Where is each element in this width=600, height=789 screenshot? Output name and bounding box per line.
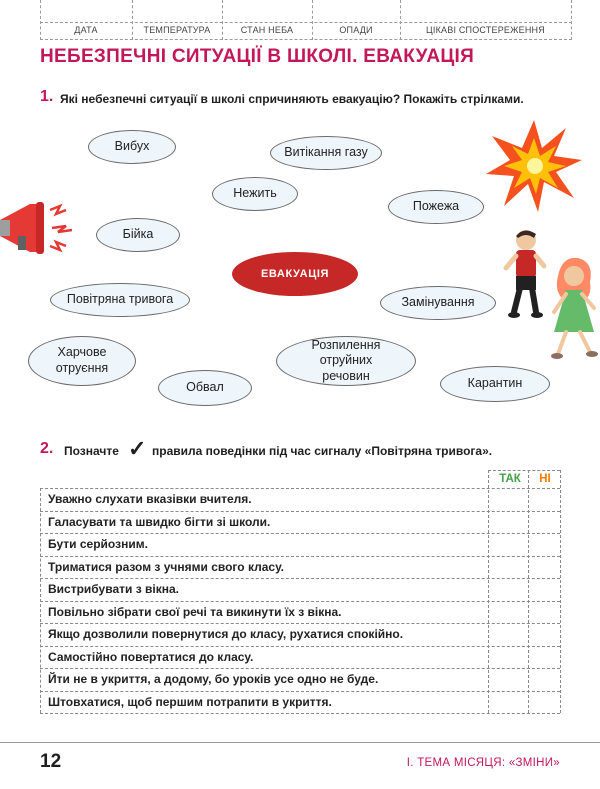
header-precipitation: ОПАДИ	[339, 25, 373, 35]
column-no: НІ	[539, 473, 551, 485]
rule-text: Якщо дозволили повернутися до класу, рухатися спокійно.	[48, 627, 404, 641]
table-row	[40, 601, 560, 624]
observation-table-strip	[40, 0, 572, 40]
table-row	[40, 623, 560, 646]
task1-question: Які небезпечні ситуації в школі спричиняють евакуацію? Покажіть стрілками.	[60, 92, 524, 106]
task2-text-before: Позначте	[64, 444, 119, 458]
no-cell[interactable]	[528, 623, 560, 646]
yes-cell[interactable]	[488, 578, 528, 601]
yes-cell[interactable]	[488, 691, 528, 714]
yes-cell[interactable]	[488, 488, 528, 511]
running-girl-illustration	[548, 256, 600, 360]
bubble-vytikannia-gazu[interactable]: Витікання газу	[270, 136, 382, 170]
footer-section: І. ТЕМА МІСЯЦЯ: «ЗМІНИ»	[406, 757, 560, 769]
no-cell[interactable]	[528, 511, 560, 534]
bubble-obval[interactable]: Обвал	[158, 370, 252, 406]
no-cell[interactable]	[528, 668, 560, 691]
yes-cell[interactable]	[488, 556, 528, 579]
rule-text: Уважно слухати вказівки вчителя.	[48, 492, 252, 506]
yes-cell[interactable]	[488, 533, 528, 556]
no-cell[interactable]	[528, 646, 560, 669]
rule-text: Галасувати та швидко бігти зі школи.	[48, 514, 271, 529]
table-row-line	[40, 713, 560, 714]
header-observations: ЦІКАВІ СПОСТЕРЕЖЕННЯ	[426, 25, 545, 35]
table-column-line	[560, 470, 561, 713]
task2-text-after: правила поведінки під час сигналу «Повітряна тривога».	[152, 444, 493, 458]
bubble-karantyn[interactable]: Карантин	[440, 366, 550, 402]
header-sky: СТАН НЕБА	[240, 25, 294, 35]
bubble-pozhezha[interactable]: Пожежа	[388, 190, 484, 224]
table-row	[40, 691, 560, 714]
bubble-vybukh[interactable]: Вибух	[88, 130, 176, 164]
megaphone-icon	[0, 196, 80, 260]
table-row	[40, 556, 560, 579]
bubble-nezhyt[interactable]: Нежить	[212, 177, 298, 211]
bubble-biika[interactable]: Бійка	[96, 218, 180, 252]
column-yes: ТАК	[499, 473, 521, 485]
rule-text: Самостійно повертатися до класу.	[48, 649, 254, 664]
table-row-line	[488, 470, 560, 471]
no-cell[interactable]	[528, 601, 560, 624]
bubble-povitriana-tryvoha[interactable]: Повітряна тривога	[50, 283, 190, 317]
table-row	[40, 511, 560, 534]
rule-text: Триматися разом з учнями свого класу.	[48, 559, 285, 574]
yes-cell[interactable]	[488, 646, 528, 669]
no-cell[interactable]	[528, 556, 560, 579]
header-temperature: ТЕМПЕРАТУРА	[143, 25, 211, 35]
explosion-icon	[486, 120, 582, 212]
page-number: 12	[40, 751, 62, 772]
rule-text: Бути серйозним.	[48, 537, 148, 551]
no-cell[interactable]	[528, 691, 560, 714]
running-boy-illustration	[502, 226, 548, 322]
rule-text: Повільно зібрати свої речі та викинути їх з вікна.	[48, 604, 342, 619]
rule-text: Йти не в укриття, а додому, бо уроків усе одно не буде.	[48, 672, 379, 686]
task2-number: 2.	[40, 440, 54, 457]
no-cell[interactable]	[528, 533, 560, 556]
yes-cell[interactable]	[488, 668, 528, 691]
task1-number: 1.	[40, 88, 54, 105]
no-cell[interactable]	[528, 578, 560, 601]
rule-text: Штовхатися, щоб першим потрапити в укриття.	[48, 694, 332, 709]
page-title: НЕБЕЗПЕЧНІ СИТУАЦІЇ В ШКОЛІ. ЕВАКУАЦІЯ	[40, 46, 475, 67]
table-row	[40, 668, 560, 691]
bubble-kharchove-otruiennia[interactable]: Харчове отруєння	[28, 336, 136, 386]
table-row	[40, 488, 560, 511]
checkmark-icon: ✓	[128, 436, 147, 461]
rule-text: Вистрибувати з вікна.	[48, 582, 179, 596]
table-row	[40, 533, 560, 556]
evacuation-label: ЕВАКУАЦІЯ	[232, 252, 358, 296]
bubble-rozpylennia[interactable]: Розпилення отруйних речовин	[276, 336, 416, 386]
header-date: ДАТА	[74, 25, 98, 35]
footer-divider	[0, 742, 600, 743]
yes-cell[interactable]	[488, 601, 528, 624]
no-cell[interactable]	[528, 488, 560, 511]
yes-cell[interactable]	[488, 623, 528, 646]
bubble-zaminuvannia[interactable]: Замінування	[380, 286, 496, 320]
table-row	[40, 578, 560, 601]
yes-cell[interactable]	[488, 511, 528, 534]
table-row	[40, 646, 560, 669]
